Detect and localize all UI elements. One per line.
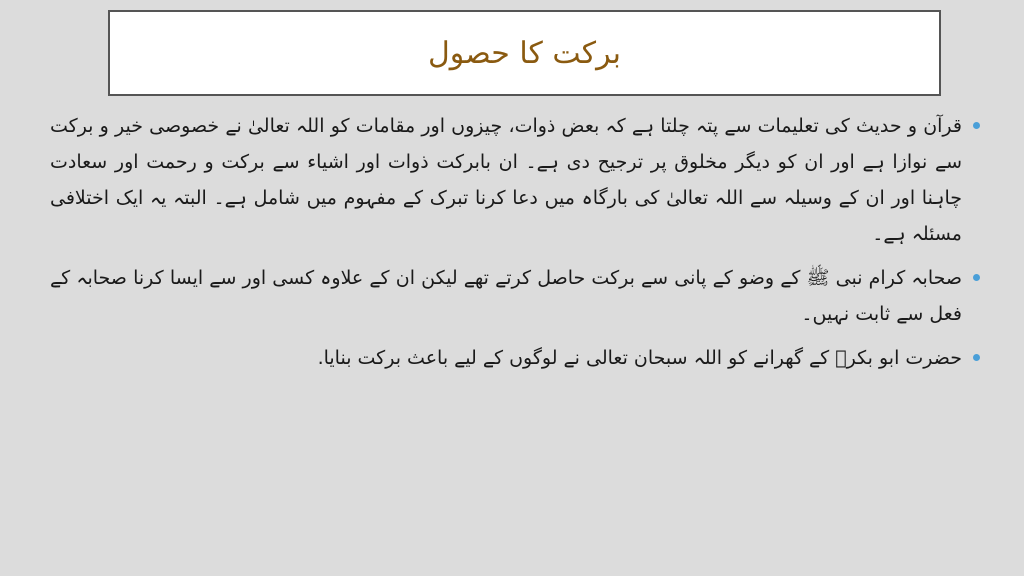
bullet-item (50, 340, 980, 376)
title-box (108, 10, 941, 96)
bullet-item (50, 108, 980, 252)
bullet-text: صحابہ کرام نبی ﷺ کے وضو کے پانی سے برکت حاصل کرتے تھے لیکن ان کے علاوہ کسی اور سے ایسا کرنا صحابہ کے فعل سے ثابت نہیں۔ (50, 267, 962, 325)
bullet-list (50, 108, 980, 384)
bullet-dot-icon (973, 122, 980, 129)
bullet-text: حضرت ابو بکرؓ کے گھرانے کو اللہ سبحان تعالی نے لوگوں کے لیے باعث برکت بنایا. (317, 347, 962, 369)
slide-title: برکت کا حصول (428, 35, 621, 71)
bullet-dot-icon (973, 274, 980, 281)
bullet-text: قرآن و حدیث کی تعلیمات سے پتہ چلتا ہے کہ بعض ذوات، چیزوں اور مقامات کو اللہ تعالیٰ نے خصوصی خیر و برکت سے نوازا ہے اور ان کو دیگر مخلوق پر ترجیح دی ہے۔ ان بابرکت ذوات اور اشیاء سے برکت و رحمت اور سعادت چاہنا اور ان کے وسیلہ سے اللہ تعالیٰ کی بارگاہ میں دعا کرنا تبرک کے مفہوم میں شامل ہے۔ البتہ یہ ایک اختلافی مسئلہ ہے۔ (50, 115, 962, 245)
bullet-dot-icon (973, 354, 980, 361)
bullet-item (50, 260, 980, 332)
